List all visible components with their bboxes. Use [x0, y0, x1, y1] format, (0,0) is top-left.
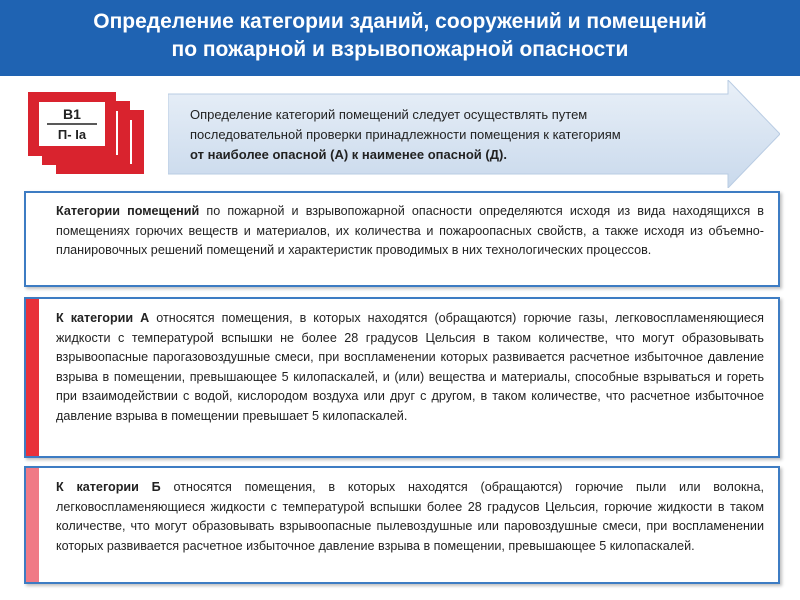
page-title-line2: по пожарной и взрывопожарной опасности: [171, 38, 629, 61]
arrow-banner-text: [190, 105, 730, 165]
page-title-line1: Определение категории зданий, сооружений и помещений: [93, 10, 707, 33]
category-a-stripe: [26, 299, 39, 456]
general-categories-paragraph: [56, 202, 764, 261]
sign-bottom-label: П- Ia: [57, 127, 87, 142]
category-a-text: относятся помещения, в которых находятся (обращаются) горючие газы, легковоспламеняющиеся жидкости с температурой вспышки не более 28 градусов Цельсия в таком количестве, что могут образовывать взрывоопасные парогазовоздушные смеси, при воспламенении которых развивается расчетное избыточное давление взрыва в помещении, превышающее 5 килопаскалей, и (или) вещества и материалы, способные взрываться и гореть при взаимодействии с водой, кислородом воздуха или друг с другом, в таком количестве, что расчетное избыточное давление взрыва в помещении превышает 5 килопаскалей.: [56, 311, 764, 423]
general-categories-lead: Категории помещений: [56, 204, 200, 218]
general-categories-text: по пожарной и взрывопожарной опасности определяются исходя из вида находящихся в помещениях горючих веществ и материалов, их количества и пожароопасных свойств, а также исходя из объемно-планировочных решений помещений и характеристик проводимых в них технологических процессов.: [56, 204, 764, 258]
arrow-text-line3: от наиболее опасной (А) к наименее опасной (Д).: [190, 147, 507, 162]
category-b-lead: К категории Б: [56, 480, 161, 494]
sign-top-label: В1: [63, 106, 81, 122]
general-categories-box: [24, 191, 780, 287]
arrow-text-line2: последовательной проверки принадлежности помещения к категориям: [190, 127, 621, 142]
category-b-text: относятся помещения, в которых находятся (обращаются) горючие пыли или волокна, легковоспламеняющиеся жидкости с температурой вспышки более 28 градусов Цельсия, горючие жидкости в таком количестве, что могут образовывать взрывоопасные пылевоздушные или паровоздушные смеси, при воспламенении которых развивается расчетное избыточное давление взрыва в помещении, превышающее 5 килопаскалей.: [56, 480, 764, 553]
category-b-box: [24, 466, 780, 584]
category-a-box: [24, 297, 780, 458]
arrow-text-line1: Определение категорий помещений следует осуществлять путем: [190, 107, 588, 122]
category-b-stripe: [26, 468, 39, 582]
category-a-lead: К категории А: [56, 311, 150, 325]
fire-category-sign-icon: [26, 92, 156, 176]
category-b-paragraph: [56, 478, 764, 556]
category-a-paragraph: [56, 309, 764, 427]
page-header: [0, 0, 800, 76]
